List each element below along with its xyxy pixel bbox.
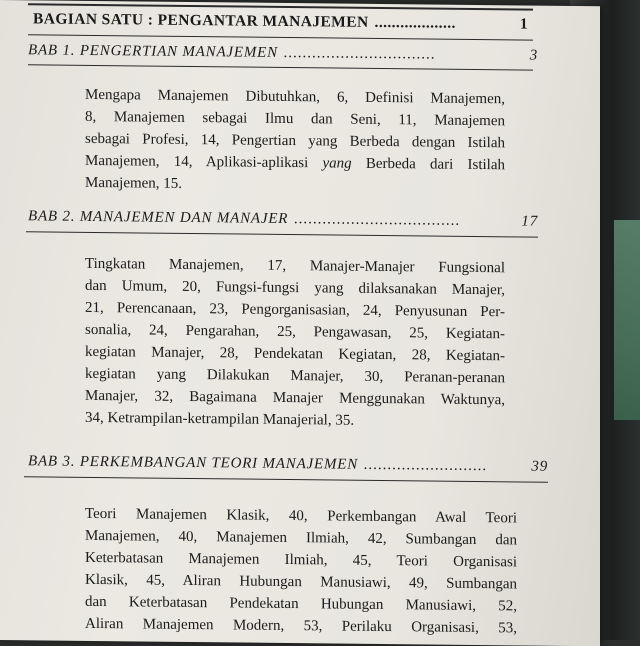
chapter-1-heading	[28, 42, 538, 64]
chapter-2-line: kegiatan yang Dilakukan Manajer, 30, Peranan-peranan	[85, 365, 505, 387]
chapter-2-heading	[28, 208, 538, 230]
chapter-1-rule	[28, 64, 533, 70]
part-heading	[33, 10, 528, 33]
part-title: BAGIAN SATU : PENGANTAR MANAJEMEN	[33, 10, 369, 31]
chapter-1-contents	[85, 84, 505, 198]
chapter-3-line: dan Keterbatasan Pendekatan Hubungan Manusiawi, 52,	[85, 593, 517, 615]
chapter-2-title: BAB 2. MANAJEMEN DAN MANAJER	[28, 208, 289, 228]
italic-word: yang	[322, 155, 352, 172]
chapter-2-line: kegiatan Manajer, 28, Pendekatan Kegiatan, 28, Kegiatan-	[85, 343, 505, 365]
chapter-3-line: Manajemen, 40, Manajemen Ilmiah, 42, Sumbangan dan	[85, 527, 517, 549]
chapter-3-line: Keterbatasan Manajemen Ilmiah, 45, Teori Organisasi	[85, 549, 517, 571]
green-book-edge	[614, 220, 640, 420]
chapter-3-leader-dots: ..........................	[364, 456, 488, 475]
chapter-2-contents	[85, 253, 505, 433]
chapter-1-line: 8, Manajemen sebagai Ilmu dan Seni, 11, Manajemen	[85, 108, 505, 130]
chapter-1-title: BAB 1. PENGERTIAN MANAJEMEN	[28, 42, 278, 61]
chapter-2-line: 34, Ketrampilan-ketrampilan Manajerial, 35.	[85, 409, 355, 429]
part-page-number: 1	[519, 15, 528, 33]
chapter-3-title: BAB 3. PERKEMBANGAN TEORI MANAJEMEN	[28, 453, 359, 473]
chapter-3-line: Aliran Manajemen Modern, 53, Perilaku Organisasi, 53,	[85, 615, 517, 637]
chapter-2-page-number: 17	[521, 213, 538, 230]
chapter-1-page-number: 3	[529, 47, 538, 64]
chapter-3-page-number: 39	[531, 458, 548, 475]
chapter-3-line: Teori Manajemen Klasik, 40, Perkembangan Awal Teori	[85, 505, 517, 527]
chapter-2-line: dan Umum, 20, Fungsi-fungsi yang dilaksanakan Manajer,	[85, 277, 505, 299]
top-rule	[28, 3, 533, 10]
chapter-2-leader-dots: ...................................	[294, 211, 461, 229]
chapter-2-line: Tingkatan Manajemen, 17, Manajer-Manajer Fungsional	[85, 255, 505, 277]
chapter-3-contents	[85, 503, 517, 640]
chapter-2-line: 21, Perencanaan, 23, Pengorganisasian, 24, Penyusunan Per-	[85, 299, 505, 321]
chapter-2-line: sonalia, 24, Pengarahan, 25, Pengawasan, 25, Kegiatan-	[85, 321, 505, 343]
chapter-2-line: Manajer, 32, Bagaimana Manajer Menggunakan Waktunya,	[85, 387, 505, 409]
part-leader-dots: ...................	[374, 13, 456, 32]
chapter-1-line: Manajemen, 14, Aplikasi-aplikasi yang Berbeda dari Istilah	[85, 152, 505, 174]
chapter-3-line: Klasik, 45, Aliran Hubungan Manusiawi, 49, Sumbangan	[85, 571, 517, 593]
chapter-3-heading	[28, 453, 548, 475]
chapter-1-leader-dots: ................................	[283, 44, 436, 63]
chapter-1-line: Manajemen, 15.	[85, 174, 183, 192]
chapter-1-line: Mengapa Manajemen Dibutuhkan, 6, Definisi Manajemen,	[85, 86, 505, 108]
part-rule	[28, 34, 533, 40]
chapter-1-line: sebagai Profesi, 14, Pengertian yang Berbeda dengan Istilah	[85, 130, 505, 152]
chapter-2-rule	[26, 231, 538, 237]
chapter-3-rule	[24, 476, 548, 482]
